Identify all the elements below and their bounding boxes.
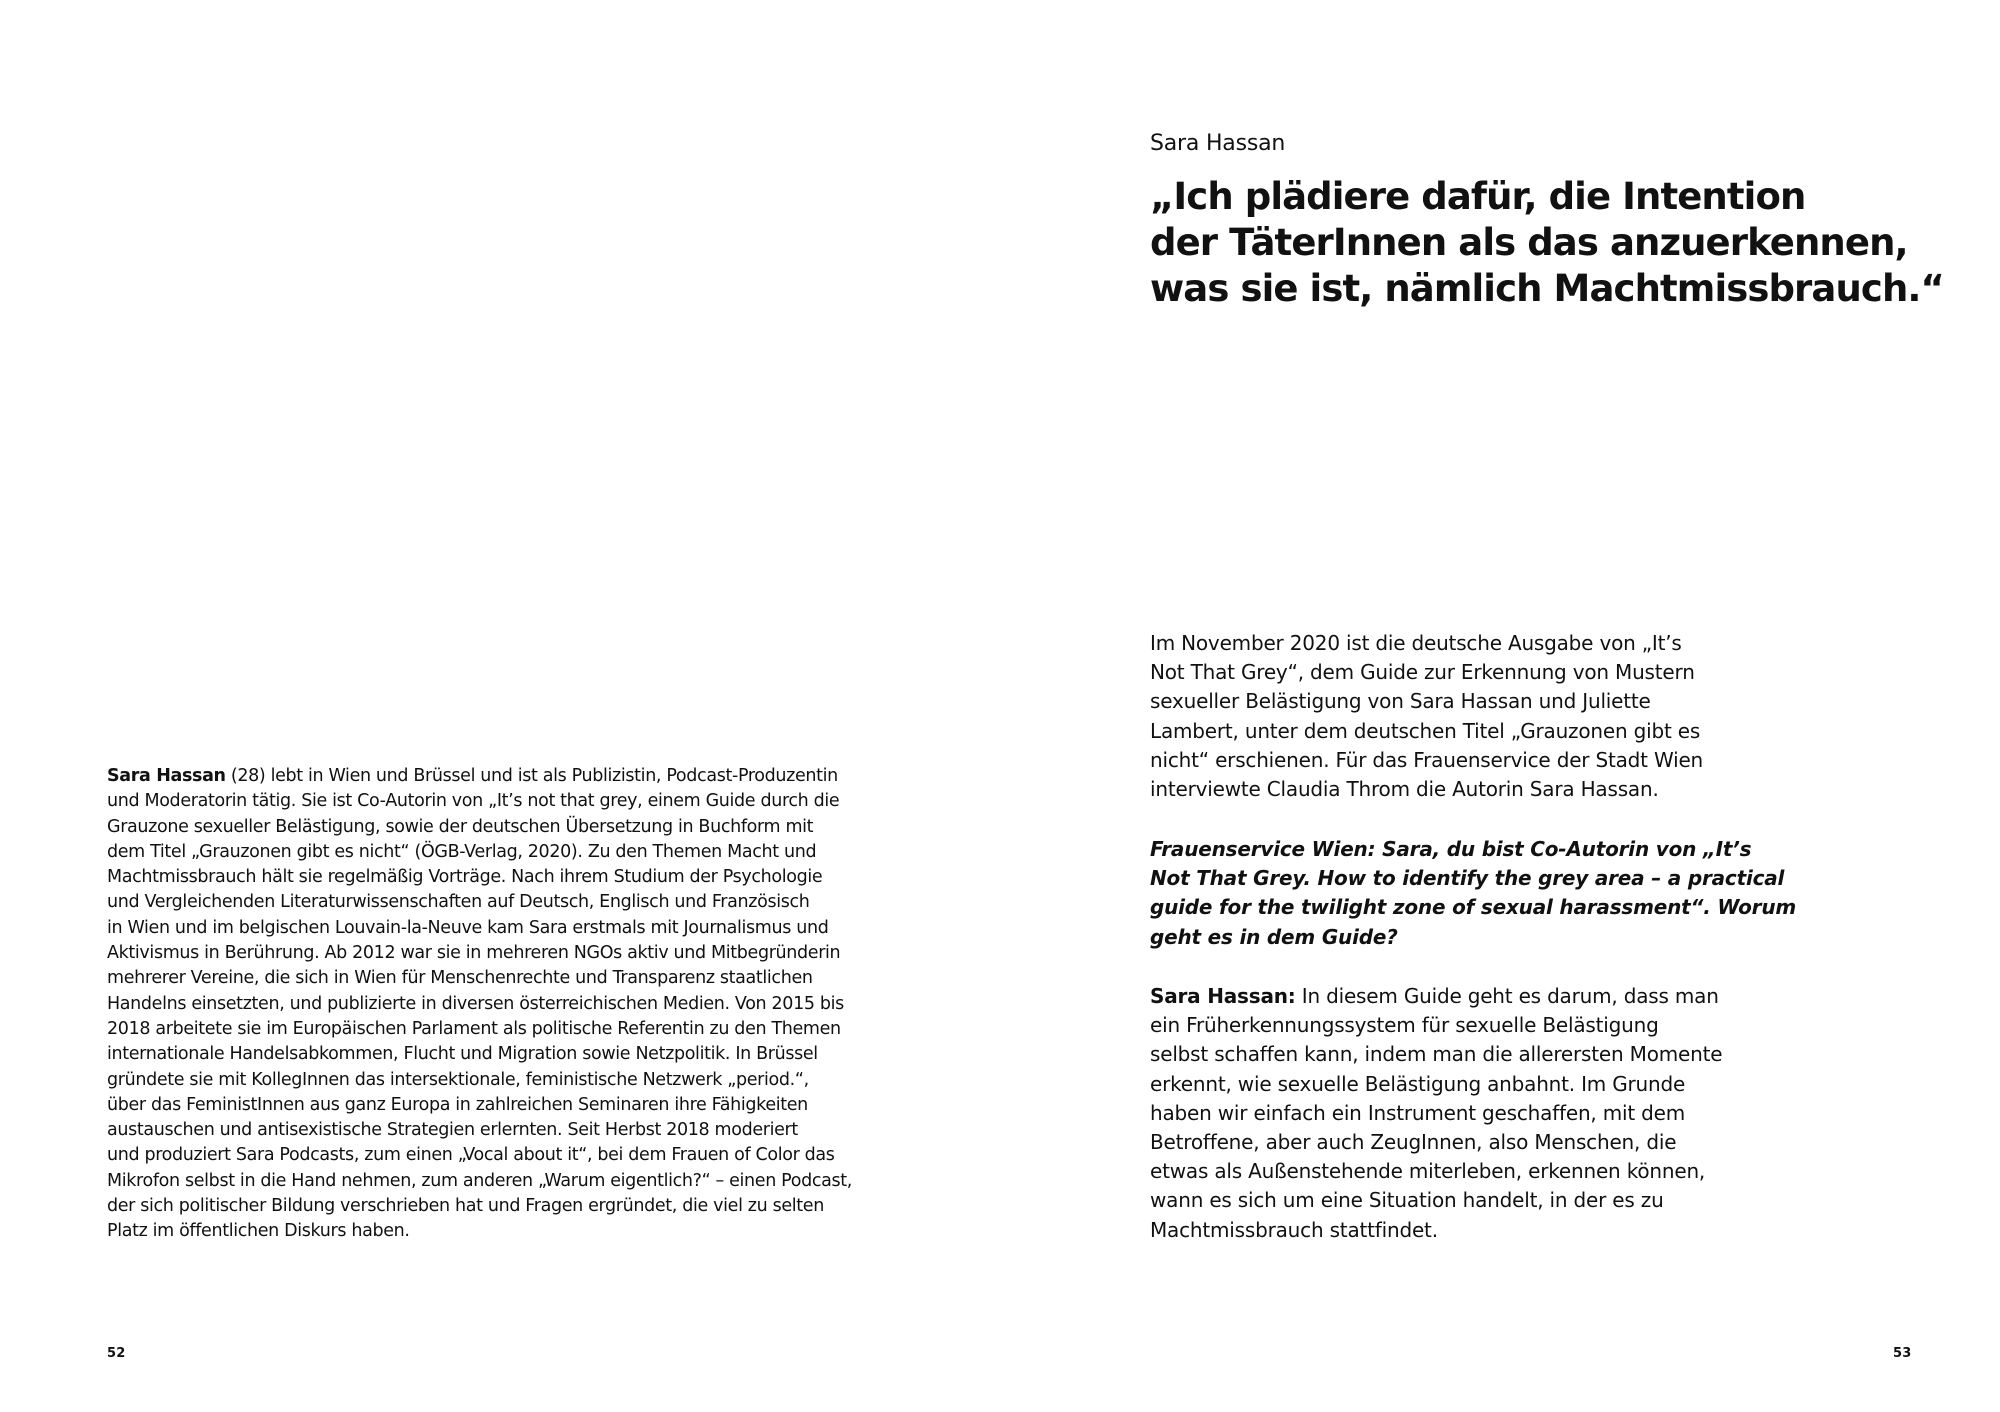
interview-question (1150, 835, 1800, 952)
answer-line: erkennt, wie sexuelle Belästigung anbahnt. Im Grunde (1150, 1071, 1686, 1096)
headline-line: der TäterInnen als das anzuerkennen, (1150, 221, 1908, 264)
question-line: guide for the twilight zone of sexual harassment“. Worum (1150, 895, 1796, 920)
bio-line: Machtmissbrauch hält sie regelmäßig Vorträge. Nach ihrem Studium der Psychologie (107, 867, 823, 888)
intro-line: Lambert, unter dem deutschen Titel „Grauzonen gibt es (1150, 718, 1701, 743)
answer-line: ein Früherkennungssystem für sexuelle Belästigung (1150, 1013, 1659, 1038)
bio-line: und Moderatorin tätig. Sie ist Co-Autorin von „It’s not that grey, einem Guide durch die (107, 791, 840, 812)
answer-line: haben wir einfach ein Instrument geschaffen, mit dem (1150, 1100, 1686, 1125)
headline-line: „Ich plädiere dafür, die Intention (1150, 175, 1806, 218)
author-name: Sara Hassan (1150, 131, 1286, 156)
author-bio (107, 764, 867, 1245)
bio-line: Mikrofon selbst in die Hand nehmen, zum anderen „Warum eigentlich?“ – einen Podcast, (107, 1170, 852, 1191)
bio-line: über das FeministInnen aus ganz Europa in zahlreichen Seminaren ihre Fähigkeiten (107, 1094, 808, 1115)
answer-line: Machtmissbrauch stattfindet. (1150, 1217, 1438, 1242)
bio-line: und produziert Sara Podcasts, zum einen „Vocal about it“, bei dem Frauen of Color das (107, 1145, 835, 1166)
bio-line: Handelns einsetzten, und publizierte in diversen österreichischen Medien. Von 2015 bis (107, 993, 844, 1014)
bio-name: Sara Hassan (107, 766, 226, 786)
intro-line: Not That Grey“, dem Guide zur Erkennung von Mustern (1150, 660, 1695, 685)
bio-line: Aktivismus in Berührung. Ab 2012 war sie in mehreren NGOs aktiv und Mitbegründerin (107, 943, 841, 964)
intro-line: nicht“ erschienen. Für das Frauenservice der Stadt Wien (1150, 747, 1704, 772)
headline-line: was sie ist, nämlich Machtmissbrauch.“ (1150, 267, 1944, 310)
question-line: Not That Grey. How to identify the grey area – a practical (1150, 866, 1785, 891)
intro-line: sexueller Belästigung von Sara Hassan und Juliette (1150, 689, 1651, 714)
interview-answer (1150, 982, 1800, 1245)
answer-line: Betroffene, aber auch ZeugInnen, also Menschen, die (1150, 1130, 1677, 1155)
question-line: geht es in dem Guide? (1150, 924, 1398, 949)
bio-line: Sara Hassan (28) lebt in Wien und Brüssel und ist als Publizistin, Podcast-Produzentin (107, 766, 838, 786)
answer-line: etwas als Außenstehende miterleben, erkennen können, (1150, 1159, 1706, 1184)
bio-line: Grauzone sexueller Belästigung, sowie der deutschen Übersetzung in Buchform mit (107, 816, 814, 837)
intro-line: Im November 2020 ist die deutsche Ausgabe von „It’s (1150, 631, 1682, 655)
intro-line: interviewte Claudia Throm die Autorin Sara Hassan. (1150, 777, 1659, 802)
answer-line: Sara Hassan: In diesem Guide geht es darum, dass man (1150, 984, 1719, 1008)
bio-line: dem Titel „Grauzonen gibt es nicht“ (ÖGB-Verlag, 2020). Zu den Themen Macht und (107, 841, 817, 862)
answer-line: selbst schaffen kann, indem man die allerersten Momente (1150, 1042, 1723, 1067)
bio-line: in Wien und im belgischen Louvain-la-Neuve kam Sara erstmals mit Journalismus und (107, 917, 829, 938)
pull-quote-headline (1150, 174, 1950, 312)
bio-line: gründete sie mit KollegInnen das intersektionale, feministische Netzwerk „period.“, (107, 1069, 809, 1090)
page-number-right: 53 (1893, 1346, 1912, 1361)
bio-line: internationale Handelsabkommen, Flucht und Migration sowie Netzpolitik. In Brüssel (107, 1044, 818, 1065)
intro-paragraph (1150, 629, 1800, 804)
answer-line: wann es sich um eine Situation handelt, in der es zu (1150, 1188, 1664, 1213)
bio-line: mehrerer Vereine, die sich in Wien für Menschenrechte und Transparenz staatlichen (107, 968, 813, 989)
answer-speaker: Sara Hassan: (1150, 984, 1296, 1008)
bio-line: austauschen und antisexistische Strategien erlernten. Seit Herbst 2018 moderiert (107, 1120, 798, 1141)
bio-line: und Vergleichenden Literaturwissenschaften auf Deutsch, Englisch und Französisch (107, 892, 810, 913)
bio-line: 2018 arbeitete sie im Europäischen Parlament als politische Referentin zu den Themen (107, 1018, 841, 1039)
bio-line: der sich politischer Bildung verschrieben hat und Fragen ergründet, die viel zu selten (107, 1196, 824, 1217)
page-number-left: 52 (107, 1346, 126, 1361)
question-line: Frauenservice Wien: Sara, du bist Co-Autorin von „It’s (1150, 837, 1752, 861)
bio-line: Platz im öffentlichen Diskurs haben. (107, 1221, 410, 1242)
